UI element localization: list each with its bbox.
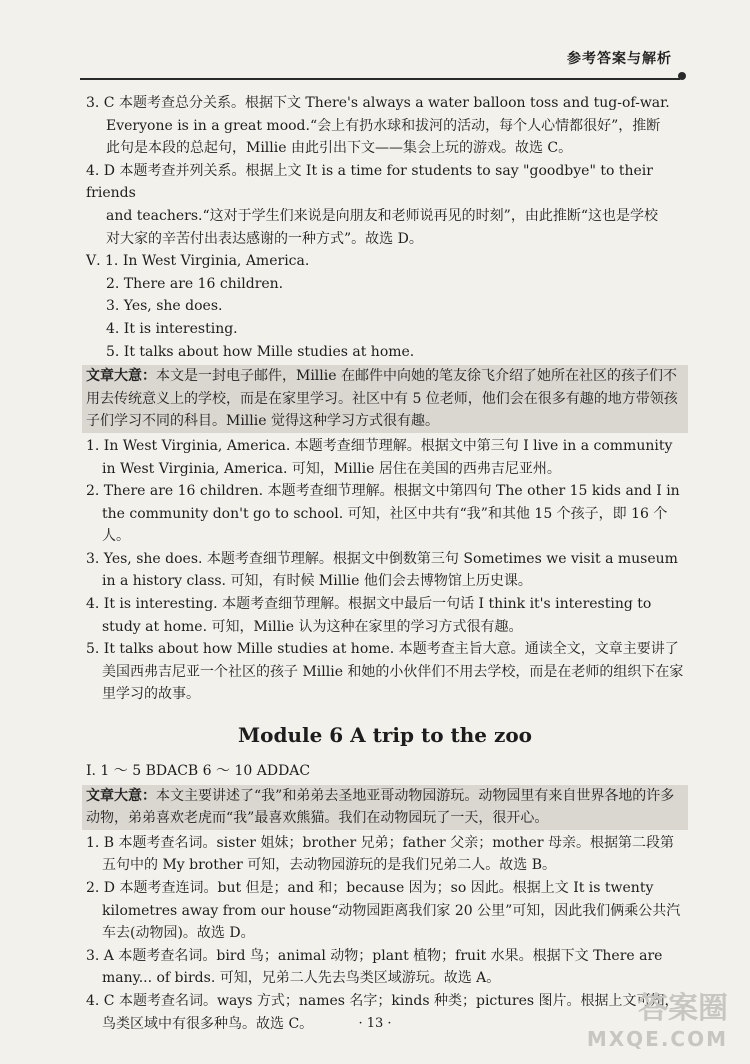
summary-text: 本文是一封电子邮件，Millie 在邮件中向她的笔友徐飞介绍了她所在社区的孩子们不用去传统意义上的学校，而是在家里学习。社区中有 5 位老师，他们会在很多有趣的地方带领孩子们学习不同的科目。Millie 觉得这种学习方式很有趣。 (86, 368, 678, 430)
header-dot (678, 72, 686, 80)
summary-text: 本文主要讲述了“我”和弟弟去圣地亚哥动物园游玩。动物园里有来自世界各地的许多动物，弟弟喜欢老虎而“我”最喜欢熊猫。我们在动物园玩了一天，很开心。 (86, 787, 675, 827)
section-v-answer: 3. Yes, she does. (106, 298, 223, 315)
header-title: 参考答案与解析 (567, 51, 672, 67)
section-v-answer: 2. There are 16 children. (106, 275, 284, 292)
module-summary (82, 785, 688, 830)
explanation-item: 4. C 本题考查名词。ways 方式；names 名字；kinds 种类；pictures 图片。根据上文可知，鸟类区域中有很多种鸟。故选 C。 (86, 992, 679, 1032)
section-v-answer: 4. It is interesting. (106, 320, 238, 337)
explanation-item: 4. It is interesting. 本题考查细节理解。根据文中最后一句话 I think it's interesting to study at home. 可知，Millie 认为这种在家里的学习方式很有趣。 (86, 596, 652, 635)
watermark-sub: MXQE.COM (586, 1027, 728, 1051)
answer-item-4 (86, 160, 684, 250)
explanation-item: 3. A 本题考查名词。bird 鸟；animal 动物；plant 植物；fruit 水果。根据下文 There are many... of birds. 可知，兄弟二人先去鸟类区域游玩。故选 A。 (86, 947, 663, 987)
module-title: Module 6 A trip to the zoo (237, 723, 532, 748)
answer-line: 对大家的辛苦付出表达感谢的一种方式”。故选 D。 (106, 230, 423, 247)
explanation-item: 2. D 本题考查连词。but 但是；and 和；because 因为；so 因此。根据上文 It is twenty kilometres away from our house“动物园距离我们家 20 公里”可知，因此我们俩乘公共汽车去(动物园)。故选 D。 (86, 880, 681, 942)
explanation-item: 5. It talks about how Mille studies at home. 本题考查主旨大意。通读全文，文章主要讲了美国西弗吉尼亚一个社区的孩子 Millie 和她的小伙伴们不用去学校，而是在老师的组织下在家里学习的故事。 (86, 641, 684, 703)
answer-line: Everyone is in a great mood.“会上有扔水球和拔河的活动，每个人心情都很好”，推断 (106, 117, 661, 134)
article-summary (82, 365, 688, 433)
section-v-answer: 5. It talks about how Mille studies at home. (106, 343, 415, 360)
explanation-item: 1. In West Virginia, America. 本题考查细节理解。根据文中第三句 I live in a community in West Virginia, America. 可知，Millie 居住在美国的西弗吉尼亚州。 (86, 437, 673, 477)
answer-line: 4. D 本题考查并列关系。根据上文 It is a time for students to say "goodbye" to their friends (86, 162, 653, 202)
answer-line: 此句是本段的总起句，Millie 由此引出下文——集会上玩的游戏。故选 C。 (106, 140, 573, 157)
answer-line: 3. C 本题考查总分关系。根据下文 There's always a water balloon toss and tug-of-war. (86, 95, 670, 111)
watermark-main: 答案圈 (638, 991, 728, 1026)
module-answers: Ⅰ. 1 ～ 5 BDACB 6 ～ 10 ADDAC (86, 763, 311, 780)
summary-label: 文章大意： (86, 787, 156, 804)
page-number: · 13 · (358, 1016, 392, 1031)
explanation-item: 2. There are 16 children. 本题考查细节理解。根据文中第四句 The other 15 kids and I in the community don't go to school. 可知，社区中共有“我”和其他 15 个孩子，即 16 个人。 (86, 483, 680, 545)
answer-line: and teachers.“这对于学生们来说是向朋友和老师说再见的时刻”，由此推断“这也是学校 (106, 207, 658, 224)
summary-label: 文章大意： (86, 368, 156, 385)
page-header (80, 44, 680, 80)
watermark-logo (586, 991, 728, 1054)
explanation-item: 3. Yes, she does. 本题考查细节理解。根据文中倒数第三句 Sometimes we visit a museum in a history class. 可知，有时候 Millie 他们会去博物馆上历史课。 (86, 550, 678, 590)
section-v-heading: Ⅴ. 1. In West Virginia, America. (86, 253, 310, 270)
explanation-item: 1. B 本题考查名词。sister 姐妹；brother 兄弟；father 父亲；mother 母亲。根据第二段第五句中的 My brother 可知，去动物园游玩的是我们兄弟二人。故选 B。 (86, 834, 674, 874)
page-content (86, 92, 684, 1035)
answer-item-3 (86, 92, 684, 160)
